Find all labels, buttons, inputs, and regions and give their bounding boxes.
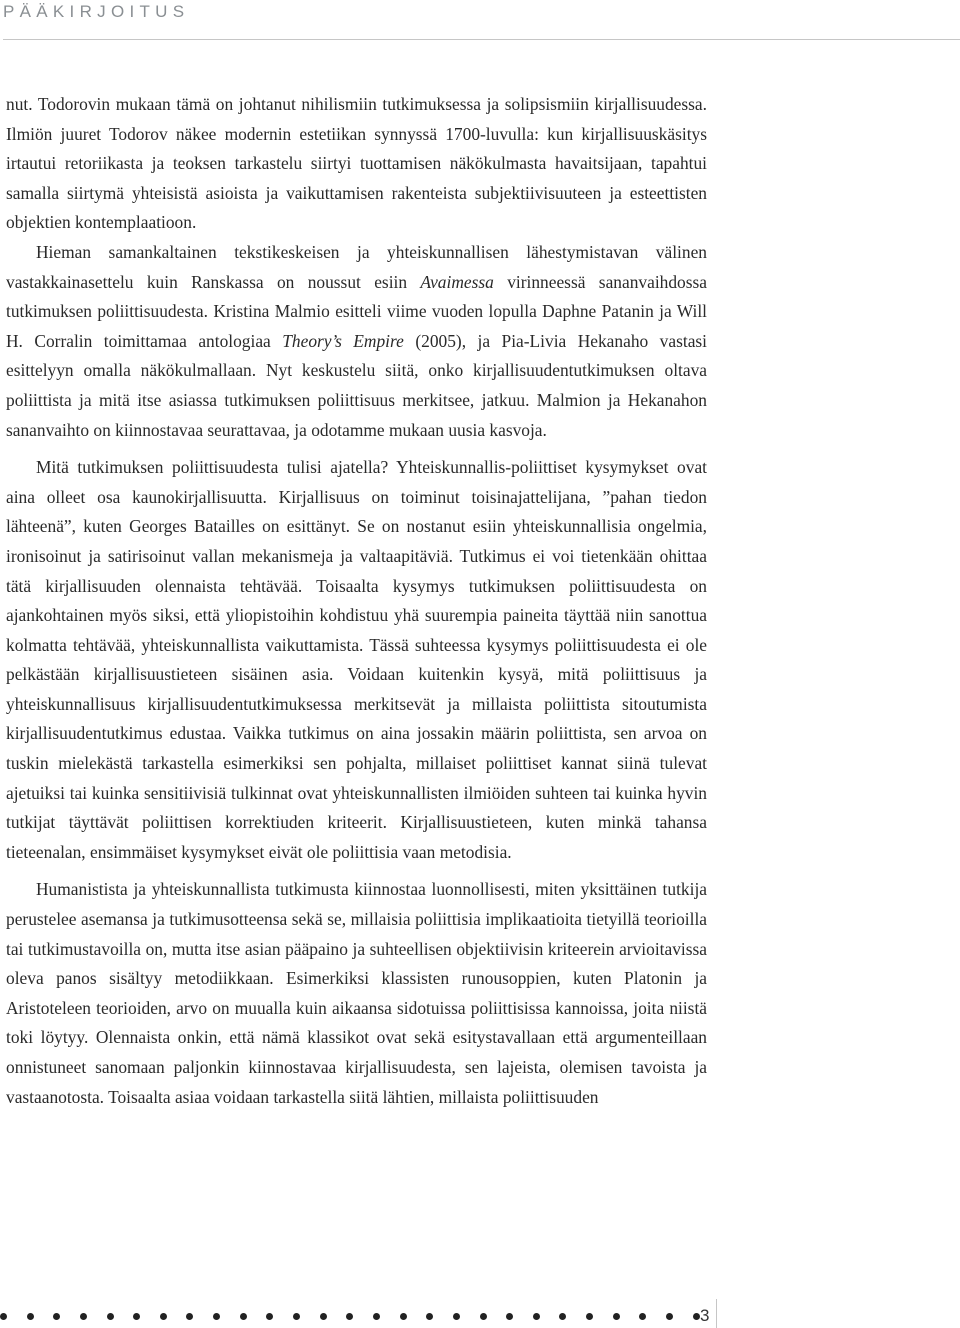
footer-dot <box>0 1313 7 1320</box>
footer-dot <box>186 1313 193 1320</box>
footer-dot <box>80 1313 87 1320</box>
footer-dot-leader <box>0 1309 700 1323</box>
footer-dot <box>293 1313 300 1320</box>
footer-dot <box>240 1313 247 1320</box>
article-body <box>6 90 707 1112</box>
footer-dot <box>639 1313 646 1320</box>
footer-dot <box>133 1313 140 1320</box>
footer-dot <box>213 1313 220 1320</box>
paragraph-2-text-a: Hieman samankaltainen tekstikeskeisen ja yhteiskunnallisen lähestymistavan välinen vastakkainasettelu kuin Ranskassa on noussut esiin <box>6 241 707 292</box>
footer-dot <box>346 1313 353 1320</box>
footer-dot <box>373 1313 380 1320</box>
paragraph-2-text-b: virinneessä sananvaihdossa tutkimuksen poliittisuudesta. Kristina Malmio esitteli viime vuoden lopulla Daphne Patanin ja Will H. Corralin toimittamaa antologiaa <box>6 271 707 351</box>
paragraph-2-text-c: (2005), ja Pia-Livia Hekanaho vastasi esittelyyn omalla näkökulmallaan. Nyt keskustelu siitä, onko kirjallisuudentutkimuksen oltava poliittista ja mitä itse asiassa tutkimuksen poliittisuus merkitsee, jatkuu. Malmion ja Hekanahon sananvaihto on kiinnostavaa seurattavaa, ja odotamme mukaan uusia kasvoja. <box>6 330 708 440</box>
footer-dot <box>27 1313 34 1320</box>
footer-dot <box>453 1313 460 1320</box>
footer-divider <box>716 1299 717 1328</box>
footer-dot <box>53 1313 60 1320</box>
footer-dot <box>480 1313 487 1320</box>
footer-dot <box>506 1313 513 1320</box>
footer-dot <box>160 1313 167 1320</box>
footer-dot <box>559 1313 566 1320</box>
header-divider <box>3 39 960 40</box>
paragraph-4: Humanistista ja yhteiskunnallista tutkimusta kiinnostaa luonnollisesti, miten yksittäinen tutkija perustelee asemansa ja tutkimusotteensa sekä se, millaisia poliittisia implikaatioita tietyillä teorioilla tai tutkimustavoilla on, mutta itse asian pääpaino ja suhteellisen objektiivisin kriteerein arvioitavissa oleva panos sisältyy metodiikkaan. Esimerkiksi klassisten runousoppien, kuten Platonin ja Aristoteleen teorioiden, arvo on muualla kuin aikaansa sidotuissa poliittisissa kannoissa, joita niistä toki löytyy. Olennaista onkin, että nämä klassikot ovat sekä esitystavallaan että argumenteillaan onnistuneet sanomaan paljonkin kiinnostavaa kirjallisuudesta, sen lajeista, olemisen tavoista ja vastaanotosta. Toisaalta asiaa voidaan tarkastella siitä lähtien, millaista poliittisuuden <box>6 879 707 1107</box>
paragraph-2 <box>6 238 707 445</box>
paragraph-1: nut. Todorovin mukaan tämä on johtanut nihilismiin tutkimuksessa ja solipsismiin kirjallisuudessa. Ilmiön juuret Todorov näkee modernin estetiikan synnyssä 1700-luvulla: kun kirjallisuuskäsitys irtautui retoriikasta ja teoksen tarkastelu siirtyi tuottamisen näkökulmasta havaitsijaan, tapahtui samalla siirtymä yhteisistä asioista ja vaikuttamisen rakenteista subjektiivisuuteen ja esteettisten objektien kontemplaatioon. <box>6 94 707 233</box>
footer-dot <box>400 1313 407 1320</box>
footer-dot <box>613 1313 620 1320</box>
journal-title-avain: Avaimessa <box>420 271 494 292</box>
footer-dot <box>107 1313 114 1320</box>
section-label: PÄÄKIRJOITUS <box>3 2 190 21</box>
paragraph-3: Mitä tutkimuksen poliittisuudesta tulisi ajatella? Yhteiskunnallis-poliittiset kysymykset ovat aina olleet osa kaunokirjallisuutta. Kirjallisuus on toiminut toisinajattelijana, ”pahan tiedon lähteenä”, kuten Georges Batailles on esittänyt. Se on nostanut esiin yhteiskunnallisia ongelmia, ironisoinut ja satirisoinut vallan mekanismeja ja valtaapitäviä. Tutkimus ei voi tietenkään ohittaa tätä kirjallisuuden olennaista tehtävää. Toisaalta kysymys tutkimuksen poliittisuudesta on ajankohtainen myös siksi, että yliopistoihin kohdistuu yhä suurempia paineita täyttää niin sanottua kolmatta tehtävää, yhteiskunnallista vaikuttamista. Tässä suhteessa kysymys poliittisuudesta ei ole pelkästään kirjallisuustieteen sisäinen asia. Voidaan kuitenkin kysyä, mitä poliittisuus ja yhteiskunnallisuus kirjallisuudentutkimuksessa merkitsevät ja millaista poliittista sitoutumista kirjallisuudentutkimus edustaa. Vaikka tutkimus on aina jossakin määrin poliittista, sen arvoa on tuskin mielekästä tarkastella esimerkiksi sen pohjalta, millaiset poliittiset kannat siinä tulevat ajetuiksi tai kuinka sensitiivisiä tulkinnat ovat yhteiskunnallisten ilmiöiden suhteen tai kuinka hyvin tutkijat täyttävät poliittisen korrektiuden kriteerit. Kirjallisuustieteen, kuten minkä tahansa tieteenalan, ensimmäiset kysymykset eivät ole poliittisia vaan metodisia. <box>6 457 707 862</box>
footer-dot <box>266 1313 273 1320</box>
page-number: 3 <box>700 1306 710 1325</box>
footer-dot <box>586 1313 593 1320</box>
footer-dot <box>693 1313 700 1320</box>
footer-dot <box>320 1313 327 1320</box>
footer-dot <box>666 1313 673 1320</box>
footer-dot <box>426 1313 433 1320</box>
book-title-theorys-empire: Theory’s Empire <box>282 330 404 351</box>
footer-dot <box>533 1313 540 1320</box>
